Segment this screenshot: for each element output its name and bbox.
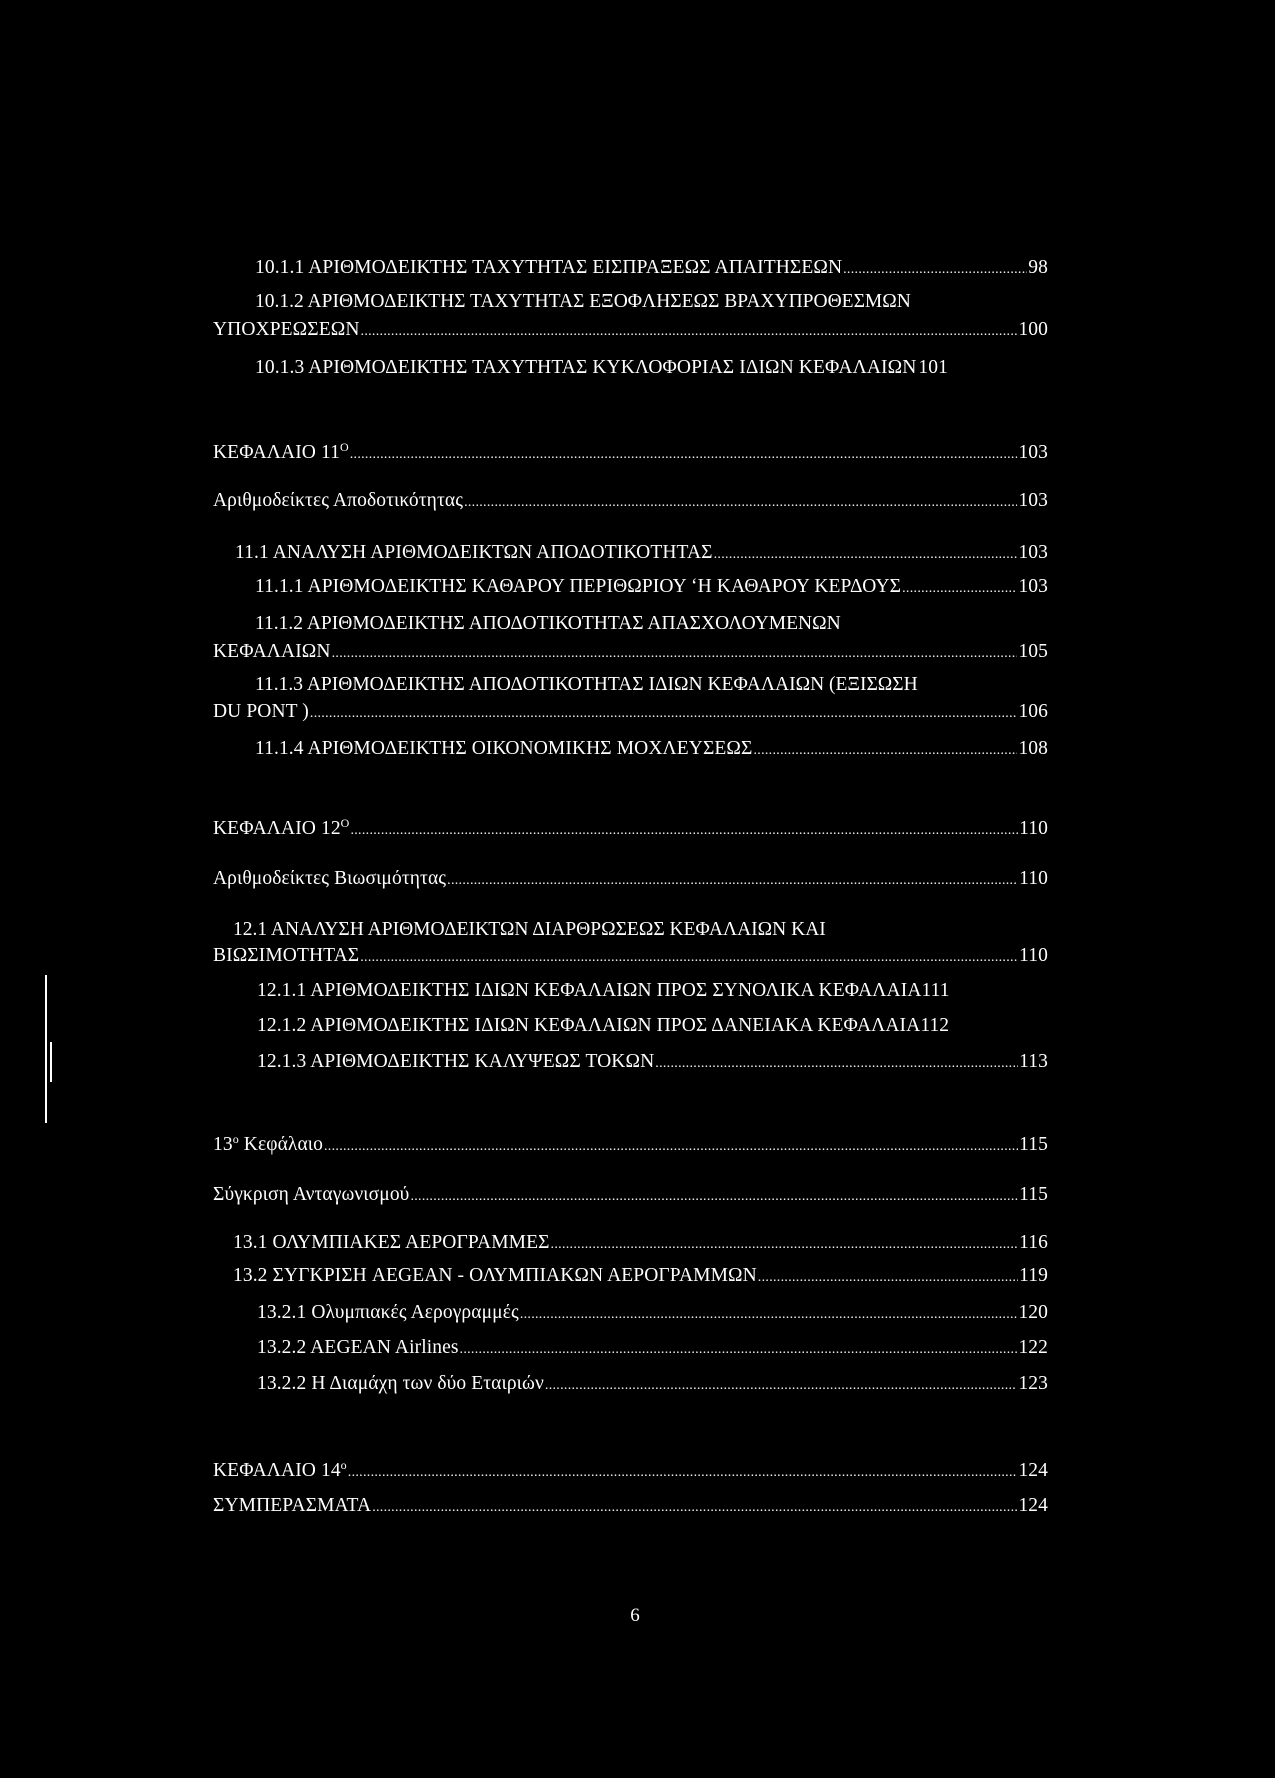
dot-leader bbox=[310, 702, 1018, 726]
toc-entry-11-1-4[interactable] bbox=[255, 737, 1048, 763]
toc-page-number: 124 bbox=[1018, 1460, 1048, 1481]
toc-entry-title: ΚΕΦΑΛΑΙΩΝ bbox=[213, 641, 331, 662]
toc-entry-conclusions[interactable] bbox=[213, 1494, 1048, 1520]
dot-leader bbox=[520, 1303, 1018, 1327]
toc-entry-title: 13.2.1 Ολυμπιακές Αερογραμμές bbox=[257, 1302, 519, 1323]
toc-page-number: 103 bbox=[1018, 542, 1048, 563]
toc-entry-competition[interactable] bbox=[213, 1183, 1048, 1209]
toc-entry-title: 12.1.1 ΑΡΙΘΜΟΔΕΙΚΤΗΣ ΙΔΙΩΝ ΚΕΦΑΛΑΙΩΝ ΠΡΟΣ ΣΥΝΟΛΙΚΑ ΚΕΦΑΛΑΙΑ bbox=[257, 980, 922, 1001]
toc-page-number: 122 bbox=[1018, 1337, 1048, 1358]
toc-page-number: 123 bbox=[1018, 1373, 1048, 1394]
toc-entry-title: 11.1 ΑΝΑΛΥΣΗ ΑΡΙΘΜΟΔΕΙΚΤΩΝ ΑΠΟΔΟΤΙΚΟΤΗΤΑΣ bbox=[235, 542, 713, 563]
margin-rule-left bbox=[45, 975, 47, 1123]
toc-entry-title: Αριθμοδείκτες Βιωσιμότητας bbox=[213, 868, 447, 889]
dot-leader bbox=[372, 1496, 1017, 1520]
toc-entry-12-1-3[interactable] bbox=[257, 1050, 1048, 1076]
toc-entry-title: 11.1.1 ΑΡΙΘΜΟΔΕΙΚΤΗΣ ΚΑΘΑΡΟΥ ΠΕΡΙΘΩΡΙΟΥ ‘Η ΚΑΘΑΡΟΥ ΚΕΡΔΟΥΣ bbox=[255, 576, 902, 597]
dot-leader bbox=[655, 1052, 1018, 1076]
dot-leader bbox=[324, 1135, 1018, 1159]
toc-entry-title: ΥΠΟΧΡΕΩΣΕΩΝ bbox=[213, 319, 360, 340]
toc-entry-12-1[interactable] bbox=[213, 944, 1048, 970]
dot-leader bbox=[714, 543, 1018, 567]
toc-chapter-14[interactable] bbox=[213, 1459, 1048, 1485]
toc-page-number: 103 bbox=[1018, 490, 1048, 511]
dot-leader bbox=[348, 1461, 1018, 1485]
toc-chapter-11[interactable] bbox=[213, 441, 1048, 467]
dot-leader bbox=[447, 869, 1018, 893]
toc-entry-title: 12.1.2 ΑΡΙΘΜΟΔΕΙΚΤΗΣ ΙΔΙΩΝ ΚΕΦΑΛΑΙΩΝ ΠΡΟΣ ΔΑΝΕΙΑΚΑ ΚΕΦΑΛΑΙΑ bbox=[257, 1015, 921, 1036]
dot-leader bbox=[460, 1338, 1018, 1362]
dot-leader bbox=[902, 577, 1017, 601]
toc-chapter-13[interactable] bbox=[213, 1133, 1048, 1159]
toc-entry-title: ΒΙΩΣΙΜΟΤΗΤΑΣ bbox=[213, 945, 360, 966]
toc-chapter-12[interactable] bbox=[213, 817, 1048, 843]
dot-leader bbox=[332, 642, 1018, 666]
toc-page-number: 103 bbox=[1018, 442, 1048, 463]
toc-page-number: 105 bbox=[1018, 641, 1048, 662]
toc-entry-title: 10.1.1 ΑΡΙΘΜΟΔΕΙΚΤΗΣ ΤΑΧΥΤΗΤΑΣ ΕΙΣΠΡΑΞΕΩΣ ΑΠΑΙΤΗΣΕΩΝ bbox=[255, 257, 843, 278]
toc-page-number: 116 bbox=[1019, 1232, 1048, 1253]
toc-entry-13-2-1[interactable] bbox=[257, 1301, 1048, 1327]
toc-entry-title: ΚΕΦΑΛΑΙΟ $12^O$ bbox=[213, 816, 350, 839]
toc-page-number: 110 bbox=[1019, 818, 1048, 839]
toc-entry-10-1-2[interactable] bbox=[213, 318, 1048, 344]
toc-entry-12-1-2[interactable] bbox=[257, 1014, 1048, 1038]
dot-leader bbox=[464, 491, 1017, 515]
toc-page-number: 111 bbox=[921, 980, 950, 1001]
toc-page-number: 119 bbox=[1019, 1265, 1048, 1286]
toc-page-number: 124 bbox=[1018, 1495, 1048, 1516]
toc-page-number: 112 bbox=[920, 1015, 950, 1036]
toc-page-number: 110 bbox=[1019, 868, 1048, 889]
toc-entry-13-2[interactable] bbox=[233, 1264, 1048, 1290]
dot-leader bbox=[410, 1185, 1018, 1209]
dot-leader bbox=[545, 1374, 1018, 1398]
toc-entry-11-1-3[interactable] bbox=[213, 700, 1048, 726]
toc-entry-11-1-2[interactable] bbox=[213, 640, 1048, 666]
toc-entry-title: 12.1.3 ΑΡΙΘΜΟΔΕΙΚΤΗΣ ΚΑΛΥΨΕΩΣ ΤΟΚΩΝ bbox=[257, 1051, 655, 1072]
toc-page-number: 115 bbox=[1019, 1134, 1048, 1155]
toc-entry-12-1-line1[interactable]: 12.1 ΑΝΑΛΥΣΗ ΑΡΙΘΜΟΔΕΙΚΤΩΝ ΔΙΑΡΘΡΩΣΕΩΣ ΚΕΦΑΛΑΙΩΝ ΚΑΙ bbox=[233, 919, 826, 940]
toc-entry-title: 10.1.3 ΑΡΙΘΜΟΔΕΙΚΤΗΣ ΤΑΧΥΤΗΤΑΣ ΚΥΚΛΟΦΟΡΙΑΣ ΙΔΙΩΝ ΚΕΦΑΛΑΙΩΝ bbox=[255, 357, 917, 378]
toc-entry-13-2-2b[interactable] bbox=[257, 1372, 1048, 1398]
toc-entry-title: 11.1.4 ΑΡΙΘΜΟΔΕΙΚΤΗΣ ΟΙΚΟΝΟΜΙΚΗΣ ΜΟΧΛΕΥΣΕΩΣ bbox=[255, 738, 753, 759]
toc-entry-10-1-2-line1[interactable]: 10.1.2 ΑΡΙΘΜΟΔΕΙΚΤΗΣ ΤΑΧΥΤΗΤΑΣ ΕΞΟΦΛΗΣΕΩΣ ΒΡΑΧΥΠΡΟΘΕΣΜΩΝ bbox=[255, 291, 911, 312]
toc-entry-title: 13.2.2 Η Διαμάχη των δύο Εταιριών bbox=[257, 1373, 544, 1394]
toc-page-number: 120 bbox=[1018, 1302, 1048, 1323]
toc-page-number: 103 bbox=[1018, 576, 1048, 597]
toc-entry-title: 13.1 ΟΛΥΜΠΙΑΚΕΣ ΑΕΡΟΓΡΑΜΜΕΣ bbox=[233, 1232, 550, 1253]
toc-page-number: 98 bbox=[1028, 257, 1048, 278]
toc-entry-title: ΚΕΦΑΛΑΙΟ $11^O$ bbox=[213, 440, 349, 463]
toc-entry-title: ΚΕΦΑΛΑΙΟ $14^o$ bbox=[213, 1458, 347, 1481]
toc-entry-10-1-3[interactable] bbox=[255, 356, 1048, 380]
toc-entry-title: $13^o$ Κεφάλαιο bbox=[213, 1132, 323, 1155]
dot-leader bbox=[753, 739, 1017, 763]
dot-leader bbox=[758, 1266, 1018, 1290]
toc-entry-12-1-1[interactable] bbox=[257, 979, 1048, 1003]
toc-entry-11-1-3-line1[interactable]: 11.1.3 ΑΡΙΘΜΟΔΕΙΚΤΗΣ ΑΠΟΔΟΤΙΚΟΤΗΤΑΣ ΙΔΙΩΝ ΚΕΦΑΛΑΙΩΝ (ΕΞΙΣΩΣΗ bbox=[255, 674, 918, 695]
dot-leader bbox=[551, 1233, 1019, 1257]
toc-entry-11-1-1[interactable] bbox=[255, 575, 1048, 601]
toc-entry-title: DU PONT ) bbox=[213, 701, 309, 722]
dot-leader bbox=[843, 258, 1027, 282]
toc-entry-10-1-1[interactable] bbox=[255, 256, 1048, 282]
toc-entry-title: Αριθμοδείκτες Αποδοτικότητας bbox=[213, 490, 464, 511]
toc-entry-title: 13.2.2 AEGEAN Airlines bbox=[257, 1337, 459, 1358]
toc-entry-title: Σύγκριση Ανταγωνισμού bbox=[213, 1184, 410, 1205]
toc-entry-13-1[interactable] bbox=[233, 1231, 1048, 1257]
toc-page-number: 100 bbox=[1018, 319, 1048, 340]
toc-page-number: 108 bbox=[1018, 738, 1048, 759]
toc-entry-profitability-ratios[interactable] bbox=[213, 489, 1048, 515]
toc-entry-viability-ratios[interactable] bbox=[213, 867, 1048, 893]
dot-leader bbox=[350, 443, 1018, 467]
toc-entry-11-1-2-line1[interactable]: 11.1.2 ΑΡΙΘΜΟΔΕΙΚΤΗΣ ΑΠΟΔΟΤΙΚΟΤΗΤΑΣ ΑΠΑΣΧΟΛΟΥΜΕΝΩΝ bbox=[255, 613, 841, 634]
toc-page-number: 115 bbox=[1019, 1184, 1048, 1205]
page-number: 6 bbox=[630, 1605, 640, 1626]
toc-page-number: 110 bbox=[1019, 945, 1048, 966]
toc-page-number: 113 bbox=[1019, 1051, 1048, 1072]
dot-leader bbox=[361, 320, 1018, 344]
toc-entry-13-2-2[interactable] bbox=[257, 1336, 1048, 1362]
toc-entry-11-1[interactable] bbox=[235, 541, 1048, 567]
toc-entry-title: ΣΥΜΠΕΡΑΣΜΑΤΑ bbox=[213, 1495, 372, 1516]
toc-entry-title: 13.2 ΣΥΓΚΡΙΣΗ AEGEAN - ΟΛΥΜΠΙΑΚΩΝ ΑΕΡΟΓΡΑΜΜΩΝ bbox=[233, 1265, 757, 1286]
dot-leader bbox=[360, 946, 1018, 970]
toc-page-number: 106 bbox=[1018, 701, 1048, 722]
margin-rule-left-2 bbox=[50, 1042, 52, 1082]
toc-page-number: 101 bbox=[918, 357, 948, 378]
dot-leader bbox=[350, 819, 1018, 843]
